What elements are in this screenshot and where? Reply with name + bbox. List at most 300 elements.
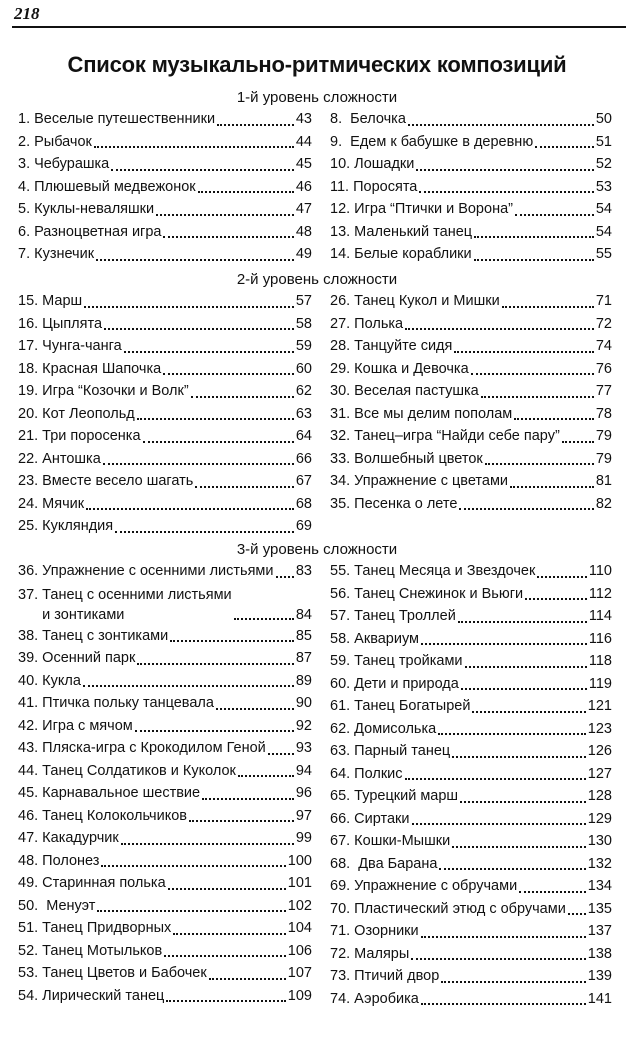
toc-entry-page: 126 [587,743,612,759]
toc-entry-page: 63 [295,405,312,422]
toc-entry [330,605,612,628]
toc-entry [18,940,312,963]
toc-entry [18,448,312,471]
toc-entry-title: 47. Какадурчик [18,830,119,846]
toc-entry-page: 60 [295,360,312,377]
dot-leader [461,687,587,690]
toc-entry [18,827,312,850]
section-2-right-column [330,290,612,515]
toc-entry [330,470,612,493]
toc-entry-page: 64 [295,428,312,444]
dot-leader [474,235,594,238]
toc-entry-title: 9. Едем к бабушке в деревню [330,133,534,150]
toc-entry-page: 71 [595,293,612,309]
toc-entry-title: 51. Танец Придворных [18,920,172,936]
toc-entry-title: 2. Рыбачок [18,133,92,150]
toc-entry [18,715,312,738]
toc-entry-title: 45. Карнавальное шествие [18,785,201,801]
dot-leader [170,639,294,642]
toc-entry [330,380,612,403]
dot-leader [276,575,294,578]
toc-entry [18,403,312,426]
toc-entry [18,313,312,336]
toc-entry-page: 48 [295,223,312,240]
toc-entry-page: 99 [295,830,312,846]
toc-entry-title: 37. Танец с осенними листьями и зонтиками [18,586,232,623]
toc-entry-title: 34. Упражнение с цветами [330,473,509,489]
dot-leader [268,752,294,755]
toc-entry [18,583,312,625]
toc-entry [330,875,612,898]
toc-entry [330,785,612,808]
toc-entry-title: 52. Танец Мотыльков [18,942,163,959]
dot-leader [419,190,593,193]
dot-leader [421,935,586,938]
toc-entry-title: 3. Чебурашка [18,156,110,172]
dot-leader [519,890,586,893]
toc-entry-title: 41. Птичка польку танцевала [18,695,214,711]
dot-leader [568,912,586,915]
toc-entry-page: 121 [587,698,612,714]
toc-entry-title: 54. Лирический танец [18,987,165,1004]
toc-entry-page: 141 [587,990,612,1007]
toc-entry [330,313,612,336]
toc-entry-title: 6. Разноцветная игра [18,223,162,240]
toc-entry-title: 46. Танец Колокольчиков [18,807,187,824]
toc-entry-page: 135 [587,900,612,917]
toc-entry [18,493,312,516]
dot-leader [412,822,586,825]
toc-entry-title: 43. Пляска-игра с Крокодилом Геной [18,740,266,756]
toc-entry-page: 127 [587,765,612,782]
toc-entry [330,853,612,876]
toc-entry [330,830,612,853]
toc-entry-title: 63. Парный танец [330,743,451,759]
toc-entry-page: 87 [295,650,312,666]
toc-entry [330,988,612,1011]
toc-entry-page: 119 [588,675,612,692]
toc-entry-page: 132 [587,855,612,872]
section-1-right-column [330,108,612,266]
dot-leader [124,350,294,353]
dot-leader [405,327,594,330]
dot-leader [195,485,294,488]
dot-leader [439,867,585,870]
toc-entry-page: 97 [295,807,312,824]
toc-entry [330,673,612,696]
dot-leader [441,980,586,983]
toc-entry-page: 52 [595,156,612,172]
dot-leader [121,842,294,845]
toc-entry-page: 79 [595,428,612,444]
dot-leader [216,707,294,710]
toc-entry-title: 40. Кукла [18,672,81,689]
dot-leader [537,575,587,578]
dot-leader [83,684,294,687]
toc-entry-page: 46 [295,178,312,195]
toc-entry-page: 54 [595,223,612,240]
toc-entry [330,718,612,741]
toc-entry [330,650,612,673]
toc-entry-title: 55. Танец Месяца и Звездочек [330,563,536,579]
toc-entry [330,583,612,606]
toc-entry-page: 130 [587,833,612,849]
section-2-left-column [18,290,312,538]
section-3-left-column [18,560,312,1007]
dot-leader [101,864,285,867]
dot-leader [111,168,294,171]
toc-entry-title: 50. Менуэт [18,897,96,914]
toc-entry-title: 31. Все мы делим пополам [330,405,513,422]
toc-entry-page: 93 [295,740,312,756]
toc-entry-title: 15. Марш [18,293,83,309]
dot-leader [525,597,587,600]
toc-entry [18,198,312,221]
dot-leader [474,258,594,261]
page-title: Список музыкально-ритмических композиций [67,52,567,77]
toc-entry [18,153,312,176]
toc-entry [18,782,312,805]
dot-leader [163,372,294,375]
dot-leader [458,620,587,623]
dot-leader [421,642,587,645]
toc-entry-page: 110 [588,563,612,579]
dot-leader [510,485,594,488]
page-number: 218 [14,4,40,23]
dot-leader [502,305,594,308]
toc-entry-title: 72. Маляры [330,945,410,962]
toc-entry-page: 55 [595,246,612,262]
toc-entry-title: 10. Лошадки [330,156,415,172]
toc-entry-page: 129 [587,810,612,827]
section-heading-level-2: 2-й уровень сложности [236,271,398,288]
toc-entry [18,515,312,538]
toc-entry-page: 137 [587,923,612,939]
toc-entry [18,108,312,131]
toc-entry-title: 48. Полонез [18,852,100,869]
toc-entry-title: 60. Дети и природа [330,675,459,692]
toc-entry [330,403,612,426]
dot-leader [452,755,586,758]
dot-leader [562,440,594,443]
toc-entry-title: 20. Кот Леопольд [18,405,135,422]
toc-entry-page: 109 [287,987,312,1004]
toc-entry-title: 57. Танец Троллей [330,608,456,624]
dot-leader [137,662,294,665]
toc-entry [18,221,312,244]
toc-entry [330,695,612,718]
toc-entry-title: 58. Аквариум [330,630,420,647]
toc-entry-page: 74 [595,338,612,354]
dot-leader [209,977,286,980]
toc-entry-page: 51 [595,133,612,150]
dot-leader [202,797,294,800]
dot-leader [238,774,294,777]
dot-leader [535,145,594,148]
toc-entry [18,962,312,985]
toc-entry-page: 66 [295,450,312,467]
toc-entry-page: 78 [595,405,612,422]
toc-entry-page: 77 [595,383,612,399]
toc-entry-title: 44. Танец Солдатиков и Куколок [18,762,236,779]
toc-entry-page: 107 [287,965,312,981]
toc-entry-page: 92 [295,717,312,734]
toc-entry [330,493,612,516]
dot-leader [143,440,294,443]
toc-entry-page: 76 [595,360,612,377]
toc-entry-page: 104 [287,920,312,936]
dot-leader [438,732,586,735]
toc-entry [18,760,312,783]
toc-entry [330,108,612,131]
toc-entry-title: 38. Танец с зонтиками [18,627,169,644]
toc-entry-title: 61. Танец Богатырей [330,698,471,714]
toc-entry-page: 68 [295,495,312,512]
section-1-left-column [18,108,312,266]
toc-entry-page: 101 [287,875,312,891]
toc-entry-page: 94 [295,762,312,779]
toc-entry-page: 57 [295,293,312,309]
toc-entry [330,176,612,199]
toc-entry [18,670,312,693]
toc-entry [330,808,612,831]
toc-entry-title: 35. Песенка о лете [330,495,458,512]
toc-entry [330,335,612,358]
dot-leader [408,123,594,126]
toc-entry-page: 123 [587,720,612,737]
dot-leader [173,932,286,935]
toc-entry [330,153,612,176]
toc-entry-title: 73. Птичий двор [330,968,440,984]
toc-entry-page: 50 [595,111,612,127]
dot-leader [97,909,285,912]
dot-leader [416,168,593,171]
section-heading-level-1: 1-й уровень сложности [236,89,398,106]
toc-entry-title: 56. Танец Снежинок и Вьюги [330,585,524,602]
toc-entry-page: 44 [295,133,312,150]
toc-entry [330,965,612,988]
toc-entry-title: 42. Игра с мячом [18,717,133,734]
toc-entry [18,335,312,358]
toc-entry-title: 69. Упражнение с обручами [330,878,518,894]
toc-entry-title: 74. Аэробика [330,990,419,1007]
toc-entry-page: 83 [295,563,312,579]
dot-leader [86,507,294,510]
toc-entry-title: 65. Турецкий марш [330,788,459,804]
toc-entry-title: 67. Кошки-Мышки [330,833,451,849]
dot-leader [234,617,294,620]
toc-entry-page: 134 [587,878,612,894]
toc-entry-page: 72 [595,315,612,332]
dot-leader [96,258,294,261]
toc-entry-title: 33. Волшебный цветок [330,450,483,467]
toc-entry-page: 69 [295,518,312,534]
toc-entry-title: 29. Кошка и Девочка [330,360,469,377]
toc-entry-title: 64. Полкис [330,765,403,782]
toc-entry-title: 16. Цыплята [18,315,103,332]
dot-leader [460,800,586,803]
toc-entry [330,763,612,786]
dot-leader [454,350,594,353]
toc-entry-title: 19. Игра “Козочки и Волк” [18,383,189,399]
toc-entry-title: 66. Сиртаки [330,810,410,827]
toc-entry [18,872,312,895]
toc-entry-title: 26. Танец Кукол и Мишки [330,293,500,309]
toc-entry-page: 62 [295,383,312,399]
toc-entry-title: 28. Танцуйте сидя [330,338,453,354]
toc-entry-page: 102 [287,897,312,914]
dot-leader [459,507,593,510]
toc-entry [18,176,312,199]
toc-entry-page: 82 [595,495,612,512]
toc-entry-title: 18. Красная Шапочка [18,360,162,377]
toc-entry-title: 32. Танец–игра “Найди себе пару” [330,428,560,444]
toc-entry [18,358,312,381]
toc-entry-page: 114 [588,608,612,624]
toc-entry-page: 118 [588,653,612,669]
toc-entry-title: 71. Озорники [330,923,419,939]
toc-entry-page: 85 [295,627,312,644]
toc-entry [18,737,312,760]
toc-entry-title: 11. Поросята [330,178,418,195]
dot-leader [481,395,594,398]
toc-entry [330,243,612,266]
toc-entry-title: 24. Мячик [18,495,85,512]
toc-entry [330,198,612,221]
dot-leader [405,777,586,780]
toc-entry-title: 22. Антошка [18,450,101,467]
toc-entry-title: 36. Упражнение с осенними листьями [18,563,274,579]
dot-leader [189,819,294,822]
section-3-right-column [330,560,612,1010]
header-rule [12,26,626,28]
dot-leader [465,665,587,668]
dot-leader [411,957,586,960]
toc-entry-title: 8. Белочка [330,111,406,127]
dot-leader [164,954,286,957]
toc-entry [330,425,612,448]
toc-entry-page: 43 [295,111,312,127]
toc-entry-page: 81 [595,473,612,489]
toc-entry-page: 106 [287,942,312,959]
toc-entry [330,131,612,154]
toc-entry-page: 47 [295,201,312,217]
toc-entry [18,560,312,583]
toc-entry-page: 138 [587,945,612,962]
toc-entry-title: 17. Чунга-чанга [18,338,122,354]
dot-leader [163,235,293,238]
toc-entry [330,560,612,583]
toc-entry [330,920,612,943]
toc-entry [330,221,612,244]
toc-entry-page: 79 [595,450,612,467]
toc-entry [330,943,612,966]
dot-leader [137,417,294,420]
toc-entry [18,470,312,493]
dot-leader [452,845,586,848]
dot-leader [471,372,594,375]
toc-entry [18,625,312,648]
toc-entry-page: 89 [295,672,312,689]
dot-leader [168,887,286,890]
section-heading-level-3: 3-й уровень сложности [236,541,398,558]
toc-entry-title: 5. Куклы-неваляшки [18,201,155,217]
dot-leader [472,710,585,713]
toc-entry-title: 62. Домисолька [330,720,437,737]
toc-entry-title: 68. Два Барана [330,855,438,872]
toc-entry-title: 21. Три поросенка [18,428,141,444]
toc-entry-page: 59 [295,338,312,354]
dot-leader [103,462,294,465]
toc-entry-title: 7. Кузнечик [18,246,95,262]
toc-entry-page: 90 [295,695,312,711]
toc-entry [330,290,612,313]
dot-leader [104,327,294,330]
dot-leader [94,145,294,148]
toc-entry-title: 27. Полька [330,315,404,332]
dot-leader [485,462,594,465]
dot-leader [156,213,294,216]
toc-entry [18,380,312,403]
toc-entry-page: 67 [295,473,312,489]
toc-entry-title: 1. Веселые путешественники [18,111,216,127]
toc-entry [330,740,612,763]
toc-entry-title: 23. Вместе весело шагать [18,473,194,489]
toc-entry-title: 13. Маленький танец [330,223,473,240]
toc-entry-title: 59. Танец тройками [330,653,463,669]
toc-entry [18,895,312,918]
toc-entry-title: 53. Танец Цветов и Бабочек [18,965,207,981]
toc-entry [18,985,312,1008]
toc-entry-page: 45 [295,156,312,172]
toc-entry-page: 96 [295,785,312,801]
dot-leader [198,190,294,193]
dot-leader [217,123,294,126]
toc-entry [330,898,612,921]
toc-entry-title: 30. Веселая пастушка [330,383,479,399]
toc-entry-title: 12. Игра “Птички и Ворона” [330,201,513,217]
dot-leader [84,305,294,308]
toc-entry-page: 54 [595,201,612,217]
toc-entry [18,243,312,266]
toc-entry-page: 128 [587,788,612,804]
dot-leader [421,1002,586,1005]
toc-entry-page: 116 [588,630,612,647]
toc-entry-title: 70. Пластический этюд с обручами [330,900,566,917]
toc-entry [330,448,612,471]
dot-leader [166,999,285,1002]
toc-entry [18,692,312,715]
toc-entry-page: 139 [587,968,612,984]
toc-entry [18,917,312,940]
dot-leader [514,417,594,420]
toc-entry [18,131,312,154]
toc-entry [18,647,312,670]
toc-entry-page: 53 [595,178,612,195]
toc-entry-title: 4. Плюшевый медвежонок [18,178,196,195]
toc-entry-title: 39. Осенний парк [18,650,136,666]
toc-entry-page: 100 [287,852,312,869]
toc-entry [18,425,312,448]
dot-leader [135,729,294,732]
toc-entry [18,850,312,873]
toc-entry-title: 49. Старинная полька [18,875,166,891]
dot-leader [115,530,294,533]
toc-entry [18,290,312,313]
toc-entry-title: 25. Кукляндия [18,518,114,534]
toc-entry [330,628,612,651]
toc-entry [18,805,312,828]
